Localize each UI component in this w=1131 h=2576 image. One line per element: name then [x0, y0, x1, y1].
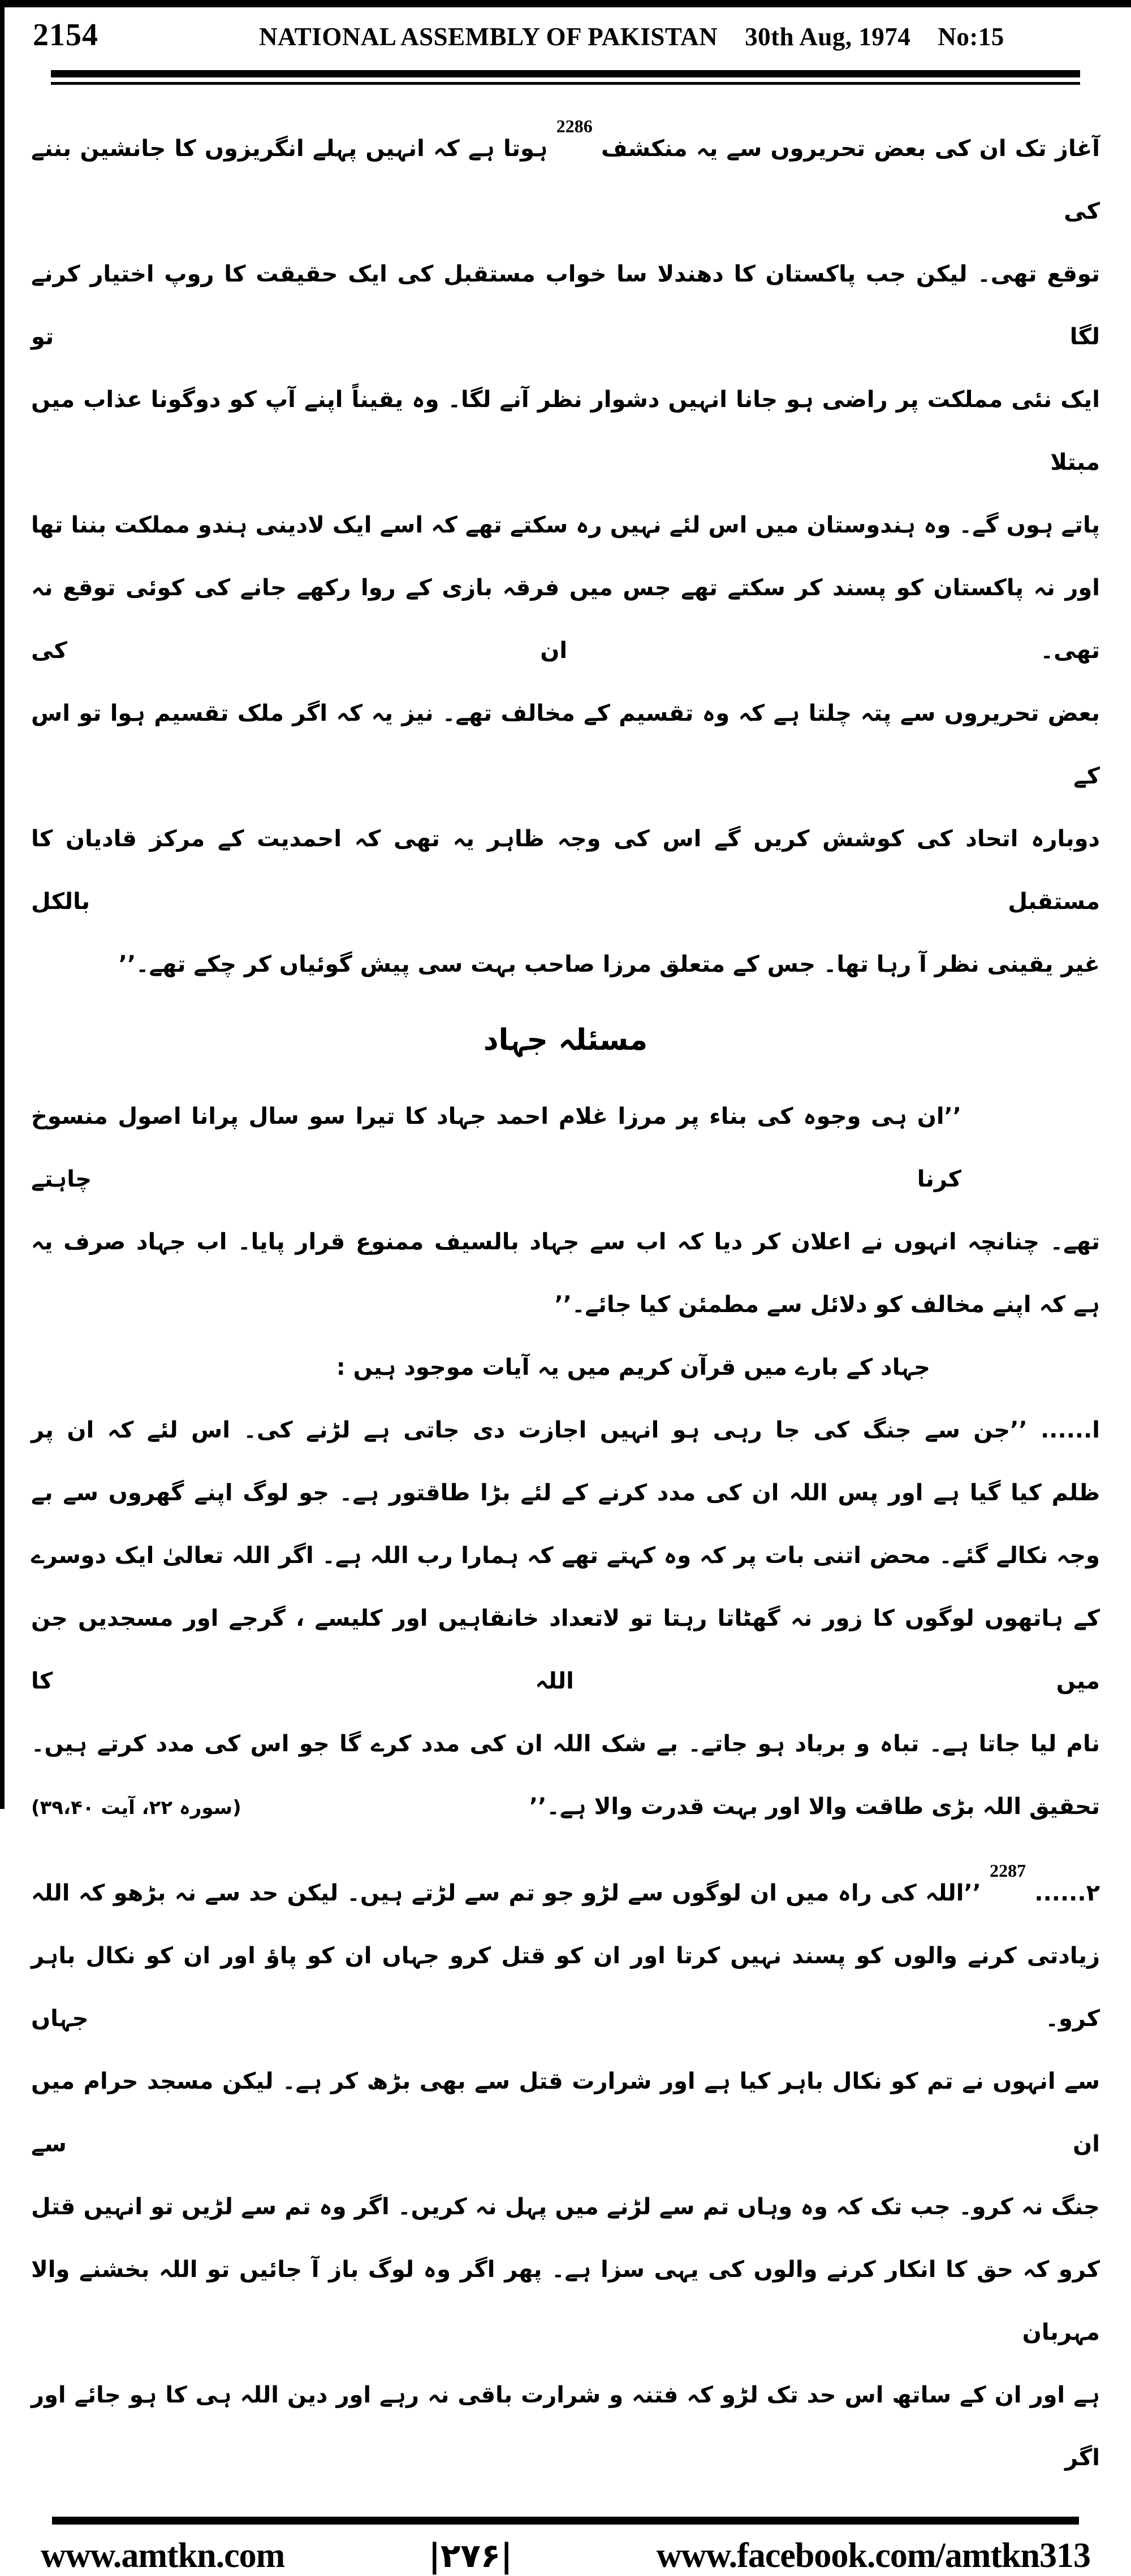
page-number: 2154 [33, 18, 98, 53]
urdu-text-line [31, 95, 1100, 243]
urdu-text-line: کرو کہ حق کا انکار کرنے والوں کی یہی سزا ہے۔ پھر اگر وہ لوگ باز آ جائیں تو اللہ بخشنے والا مہربان [31, 2257, 1100, 2345]
urdu-text-segment: ’’جن سے جنگ کی جا رہی ہو انہیں اجازت دی جاتی ہے لڑنے کی۔ اس لئے کہ ان پر [31, 1417, 1028, 1443]
header-rule-thick [51, 70, 1080, 77]
verse-marker: ا...... [1041, 1417, 1100, 1443]
document-date: 30th Aug, 1974 [745, 23, 911, 51]
urdu-text-line [31, 1839, 1100, 1925]
document-title: NATIONAL ASSEMBLY OF PAKISTAN [259, 23, 718, 51]
urdu-text-segment: تحقیق اللہ بڑی طاقت والا اور بہت قدرت والا ہے۔’’ [529, 1794, 1100, 1820]
verse-marker: ۲...... [1034, 1880, 1100, 1906]
scan-edge-left [0, 0, 5, 1809]
urdu-text-line: ہے اور ان کے ساتھ اس حد تک لڑو کہ فتنہ و شرارت باقی نہ رہے اور دین اللہ ہی کا ہو جائے اور اگر [31, 2382, 1100, 2471]
urdu-text-line: غیر یقینی نظر آ رہا تھا۔ جس کے متعلق مرزا صاحب بہت سی پیش گوئیاں کر چکے تھے۔’’ [118, 951, 1100, 977]
urdu-text-line: ظلم کیا گیا ہے اور پس اللہ ان کی مدد کرنے کے لئے بڑا طاقتور ہے۔ جو لوگ اپنے گھروں سے بے [31, 1480, 1100, 1506]
footer-facebook-url: www.facebook.com/amtkn313 [656, 2536, 1090, 2575]
urdu-text-line: توقع تھی۔ لیکن جب پاکستان کا دھندلا سا خواب مستقبل کی ایک حقیقت کا روپ اختیار کرنے لگا تو [31, 261, 1100, 350]
urdu-text-segment: ’’اللہ کی راہ میں ان لوگوں سے لڑو جو تم سے لڑتے ہیں۔ لیکن حد سے نہ بڑھو کہ اللہ [31, 1880, 981, 1906]
urdu-text-line: کے ہاتھوں لوگوں کا زور نہ گھٹاتا رہتا تو لاتعداد خانقاہیں اور کلیسے ، گرجے اور مسجدیں جن میں اللہ کا [31, 1605, 1100, 1694]
urdu-text-line: وجہ نکالے گئے۔ محض اتنی بات پر کہ وہ کہتے تھے کہ ہمارا رب اللہ ہے۔ اگر اللہ تعالیٰ ایک دوسرے [31, 1543, 1100, 1569]
urdu-text-line: جہاد کے بارے میں قرآن کریم میں یہ آیات موجود ہیں : [336, 1354, 930, 1380]
scan-edge-top [0, 0, 1131, 7]
urdu-text-line: سے انہوں نے تم کو نکال باہر کیا ہے اور شرارت قتل سے بھی بڑھ کر ہے۔ لیکن مسجد حرام میں ان سے [31, 2068, 1100, 2157]
footer-website: www.amtkn.com [41, 2536, 285, 2575]
footnote-superscript: 2286 [556, 116, 593, 136]
urdu-text-line: ہے کہ اپنے مخالف کو دلائل سے مطمئن کیا جائے۔’’ [554, 1292, 1100, 1318]
urdu-text-line: تھے۔ چنانچہ انہوں نے اعلان کر دیا کہ اب سے جہاد بالسیف ممنوع قرار پایا۔ اب جہاد صرف یہ [31, 1229, 1100, 1255]
urdu-text-line: دوبارہ اتحاد کی کوشش کریں گے اس کی وجہ ظاہر یہ تھی کہ احمدیت کے مرکز قادیان کا مستقبل بالکل [31, 826, 1100, 915]
urdu-text-line [31, 1399, 1100, 1462]
header-title-group [98, 22, 1091, 51]
document-body [0, 85, 1131, 2490]
footnote-superscript: 2287 [990, 1860, 1026, 1881]
urdu-text-line: نام لیا جاتا ہے۔ تباہ و برباد ہو جاتے۔ بے شک اللہ ان کی مدد کرے گا جو اس کی مدد کرتے ہیں۔ [31, 1731, 1100, 1757]
urdu-text-segment: آغاز تک ان کی بعض تحریروں سے یہ منکشف [601, 136, 1100, 162]
urdu-text-line: ’’ان ہی وجوہ کی بناء پر مرزا غلام احمد جہاد کا تیرا سو سال پرانا اصول منسوخ کرنا چاہتے [31, 1103, 961, 1192]
footer-page-number-urdu: |۲۷۶| [428, 2536, 513, 2575]
document-issue-number: No:15 [938, 23, 1004, 51]
urdu-text-segment: ہوتا ہے کہ انہیں پہلے انگریزوں کا جانشین بننے کی [31, 136, 1100, 224]
page-header [0, 0, 1131, 53]
section-heading: مسئلہ جہاد [483, 1023, 648, 1057]
urdu-text-line: زیادتی کرنے والوں کو پسند نہیں کرتا اور ان کو قتل کرو جہاں ان کو پاؤ اور ان کو نکال باہر کرو۔ جہاں [31, 1943, 1100, 2032]
urdu-text-line [31, 1776, 1100, 1839]
footer-rule [52, 2517, 1079, 2525]
page-footer [0, 2525, 1131, 2576]
quran-citation: (سورہ ۲۲، آیت ۳۹،۴۰) [31, 1796, 241, 1819]
urdu-text-line: ایک نئی مملکت پر راضی ہو جانا انہیں دشوار نظر آنے لگا۔ وہ یقیناً اپنے آپ کو دوگونا عذاب میں مبتلا [31, 387, 1100, 475]
urdu-text-line: جنگ نہ کرو۔ جب تک کہ وہ وہاں تم سے لڑنے میں پہل نہ کریں۔ اگر وہ تم سے لڑیں تو انہیں قتل [31, 2194, 1100, 2220]
urdu-text-line: پاتے ہوں گے۔ وہ ہندوستان میں اس لئے نہیں رہ سکتے تھے کہ اسے ایک لادینی ہندو مملکت بننا تھا [31, 512, 1100, 538]
urdu-text-line: اور نہ پاکستان کو پسند کر سکتے تھے جس میں فرقہ بازی کے روا رکھے جانے کی کوئی توقع نہ تھی۔ ان کی [31, 575, 1100, 664]
urdu-text-line: بعض تحریروں سے پتہ چلتا ہے کہ وہ تقسیم کے مخالف تھے۔ نیز یہ کہ اگر ملک تقسیم ہوا تو اس کے [31, 700, 1100, 789]
